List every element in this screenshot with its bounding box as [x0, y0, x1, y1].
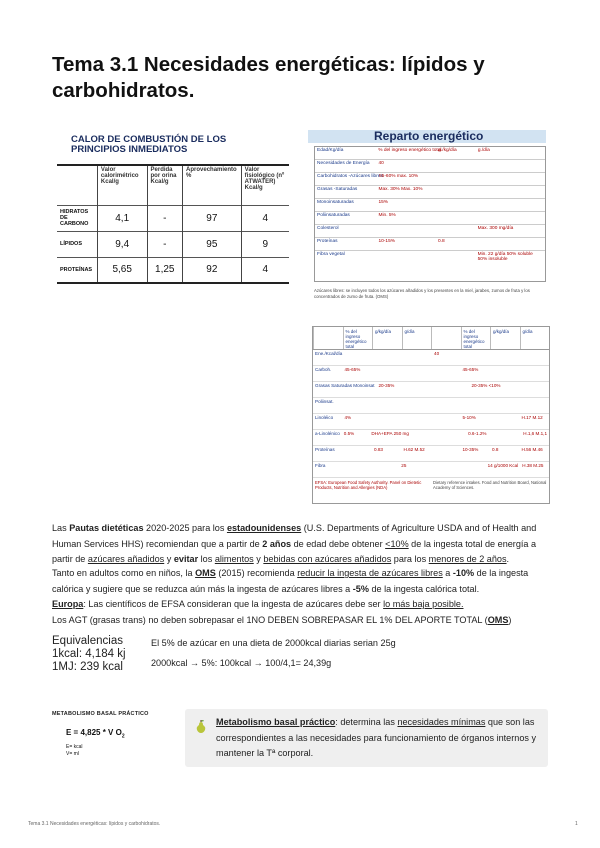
equivalences-box: Equivalencias 1kcal: 4,184 kj 1MJ: 239 kcal: [52, 635, 126, 673]
table-row: Carboh. 45-65% 45-65%: [313, 366, 549, 382]
reparto-footnote: Azúcares libres: se incluyen todos los azúcares añadidos y los presentes en la miel, jarabes, zumos de fruta y los concentrados de zumo de fruta. (OMS): [314, 288, 530, 299]
page-title: Tema 3.1 Necesidades energéticas: lípidos y carbohidratos.: [52, 53, 485, 102]
table-row: Necesidades de Energía 40: [315, 160, 545, 173]
table-row: Poliinsat.: [313, 398, 549, 414]
pear-icon: [195, 719, 207, 733]
table-row: HIDRATOS DE CARBONO 4,1 - 97 4: [57, 205, 289, 231]
table-row: Fibra 25 14 g/1000 Kcal H.38 M.25: [313, 462, 549, 478]
reparto-title: Reparto energético: [374, 129, 484, 143]
calorie-header: Perdida por orina Kcal/g: [147, 165, 183, 205]
table-row: Monoinsaturadas 15%: [315, 199, 545, 212]
calorie-header: Valor fisiológico (nº ATWATER) Kcal/g: [241, 165, 289, 205]
calorie-table-figure: [57, 135, 289, 297]
metabolism-formula-figure: METABOLISMO BASAL PRÁCTICO E = 4,825 * V $O_2$ E= kcal V= ml: [52, 711, 182, 771]
table-row: LÍPIDOS 9,4 - 95 9: [57, 231, 289, 257]
table-row: a-Linolénico 0.5% DHA+EPA 250 mg 0.6-1.2% H.1,6 M.1,1: [313, 430, 549, 446]
table-row: Fibra vegetal Min. 22 g/día 50% soluble 50% insoluble: [317, 252, 533, 262]
callout-text: Metabolismo basal práctico: determina las necesidades mínimas que son las correspondientes a las necesidades para funcionamiento de órganos internos y mantener la Tª corporal.: [216, 717, 536, 758]
table-row: Carbohidratos -Azúcares libres 55-60% max. 10%: [315, 173, 545, 186]
page-number: 1: [575, 821, 578, 827]
calorie-header: Aprovechamiento %: [183, 165, 242, 205]
definition-callout: [185, 709, 548, 767]
reparto-table: [314, 146, 546, 282]
table-header-row: % del ingreso energético total g/kg/día g/día % del ingreso energético total g/kg/día g/día: [313, 327, 549, 350]
paragraph-usda: Las Pautas dietéticas 2020-2025 para los estadounidenses (U.S. Departments of Agriculture USDA and of Health and Human Services HHS) recomiendan que a partir de 2 años de edad debe obtener <10% de la ingesta total de energía a partir de azúcares añadidos y evitar los alimentos y bebidas con azúcares añadidos para los menores de 2 años.: [52, 523, 537, 564]
table-row: Grasas -Saturadas Max. 30% Max. 10%: [315, 186, 545, 199]
table-row: Proteínas 10-15% 0.8: [315, 238, 545, 251]
metabolism-formula: E = 4,825 * V $O_2$: [66, 728, 125, 740]
table-row: Colesterol Max. 300 mg/día: [315, 225, 545, 238]
calorie-table: [57, 164, 289, 284]
table-row: PROTEÍNAS 5,65 1,25 92 4: [57, 257, 289, 283]
table-row: Poliinsaturadas Min. 5%: [315, 212, 545, 225]
table-row: Proteínas 0.83 H.62 M.52 10-35% 0.8 H.56 M.46: [313, 446, 549, 462]
reparto-title-bar: [308, 130, 546, 143]
paragraph-oms: Tanto en adultos como en niños, la OMS (2015) recomienda reducir la ingesta de azúcares libres a -10% de la ingesta calórica y sugiere que se reduzca aún más la ingesta de azúcares libres a -5% de la ingesta calórica total.: [52, 568, 529, 594]
table-row: Ene./Kcal/día 40: [313, 350, 549, 366]
table-row: Grasas Saturadas Monoinsat 20-35% 20-35% <10%: [313, 382, 549, 398]
paragraph-agt: Los AGT (grasas trans) no deben sobrepasar el 1NO DEBEN SOBREPASAR EL 1% DEL APORTE TOTAL (OMS): [52, 615, 512, 625]
calorie-header: [57, 165, 97, 205]
calorie-table-heading: CALOR DE COMBUSTIÓN DE LOS PRINCIPIOS INMEDIATOS: [71, 134, 227, 155]
sugar-calculation: El 5% de azúcar en una dieta de 2000kcal diarias serian 25g 2000kcal → 5%: 100kcal → 100/4,1= 24,39g: [151, 638, 396, 668]
table-row: Linoléico 4% 5-10% H.17 M.12: [313, 414, 549, 430]
reparto-energetico-figure: [308, 130, 546, 318]
reference-intakes-table: [312, 326, 550, 504]
paragraph-europa: Europa: Las científicos de EFSA consideran que la ingesta de azúcares debe ser lo más baja posible.: [52, 599, 464, 609]
table-row: Edad/Kg/día % del ingreso energético total g./kg/día g./día: [315, 147, 545, 160]
table2-footnotes: EFSA: European Food Safety Authority. Panel on Dietetic Products, Nutrition and Allergies (NDA) Dietary reference intakes. Food and Nutrition Board, National Academy of Sciences.: [315, 480, 547, 491]
page-footer: Tema 3.1 Necesidades energéticas: lípidos y carbohidratos.: [28, 821, 161, 827]
calorie-header: Valor calorimétrico Kcal/g: [97, 165, 147, 205]
